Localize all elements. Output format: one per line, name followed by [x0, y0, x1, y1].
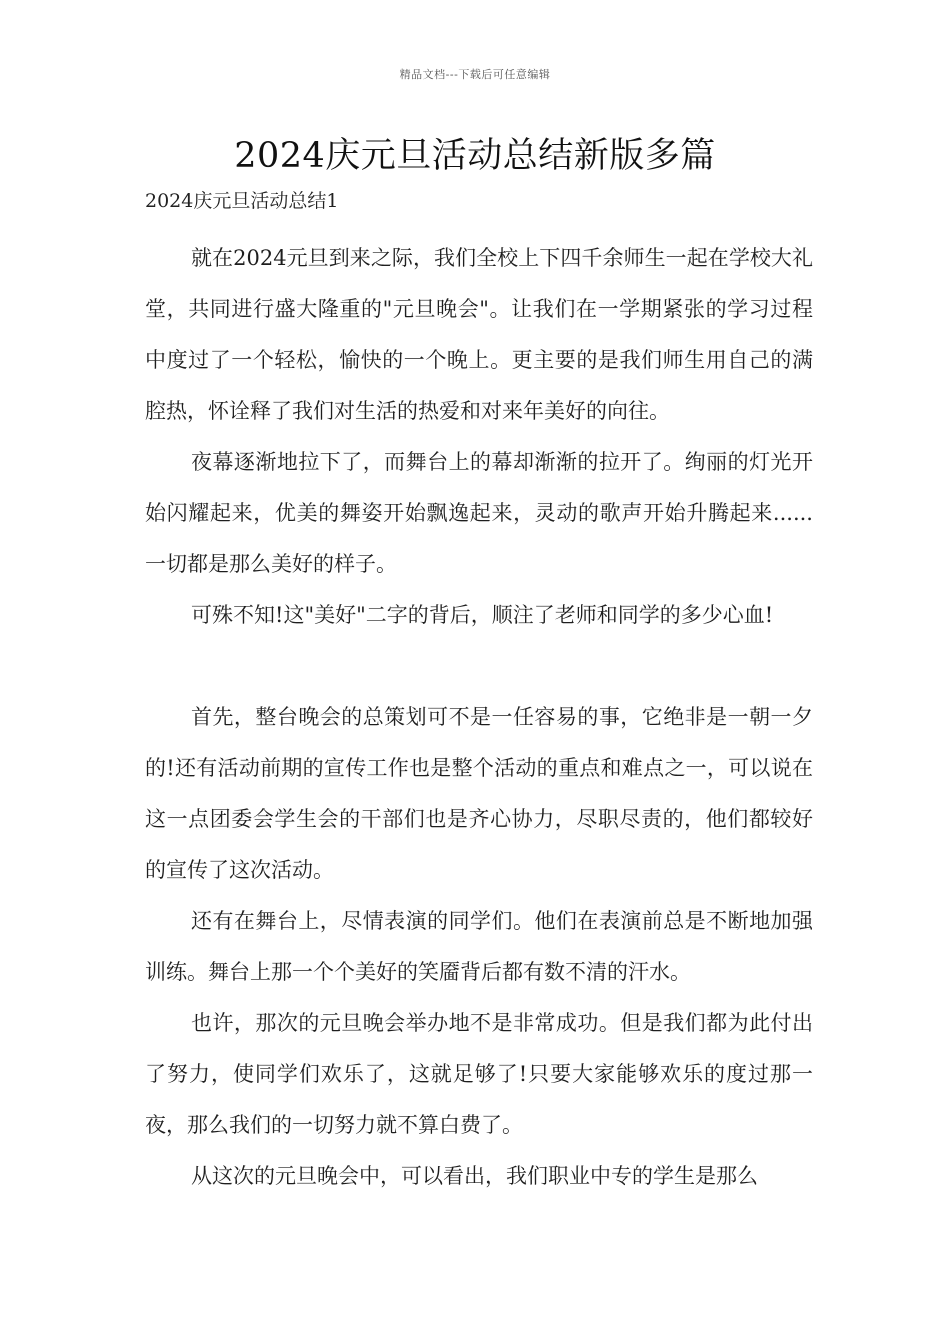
paragraph: 就在2024元旦到来之际，我们全校上下四千余师生一起在学校大礼堂，共同进行盛大隆重的"元旦晚会"。让我们在一学期紧张的学习过程中度过了一个轻松，愉快的一个晚上。更主要的是我们师生用自己的满腔热，怀诠释了我们对生活的热爱和对来年美好的向往。	[145, 246, 813, 423]
section-title: 2024庆元旦活动总结1	[145, 190, 339, 212]
paragraph: 夜幕逐渐地拉下了，而舞台上的幕却渐渐的拉开了。绚丽的灯光开始闪耀起来，优美的舞姿开始飘逸起来，灵动的歌声开始升腾起来......一切都是那么美好的样子。	[145, 450, 813, 576]
paragraph: 从这次的元旦晚会中，可以看出，我们职业中专的学生是那么	[191, 1164, 758, 1188]
header-note: 精品文档---下载后可任意编辑	[399, 68, 551, 81]
paragraph: 还有在舞台上，尽情表演的同学们。他们在表演前总是不断地加强训练。舞台上那一个个美好的笑靥背后都有数不清的汗水。	[145, 909, 813, 984]
document-body	[145, 233, 813, 1202]
paragraph-gap	[145, 641, 813, 692]
paragraph: 也许，那次的元旦晚会举办地不是非常成功。但是我们都为此付出了努力，使同学们欢乐了，这就足够了!只要大家能够欢乐的度过那一夜，那么我们的一切努力就不算白费了。	[145, 1011, 813, 1137]
paragraph: 首先，整台晚会的总策划可不是一任容易的事，它绝非是一朝一夕的!还有活动前期的宣传工作也是整个活动的重点和难点之一，可以说在这一点团委会学生会的干部们也是齐心协力，尽职尽责的，他们都较好的宣传了这次活动。	[145, 705, 813, 882]
document-title: 2024庆元旦活动总结新版多篇	[234, 136, 716, 176]
paragraph: 可殊不知!这"美好"二字的背后，顺注了老师和同学的多少心血!	[191, 603, 774, 627]
